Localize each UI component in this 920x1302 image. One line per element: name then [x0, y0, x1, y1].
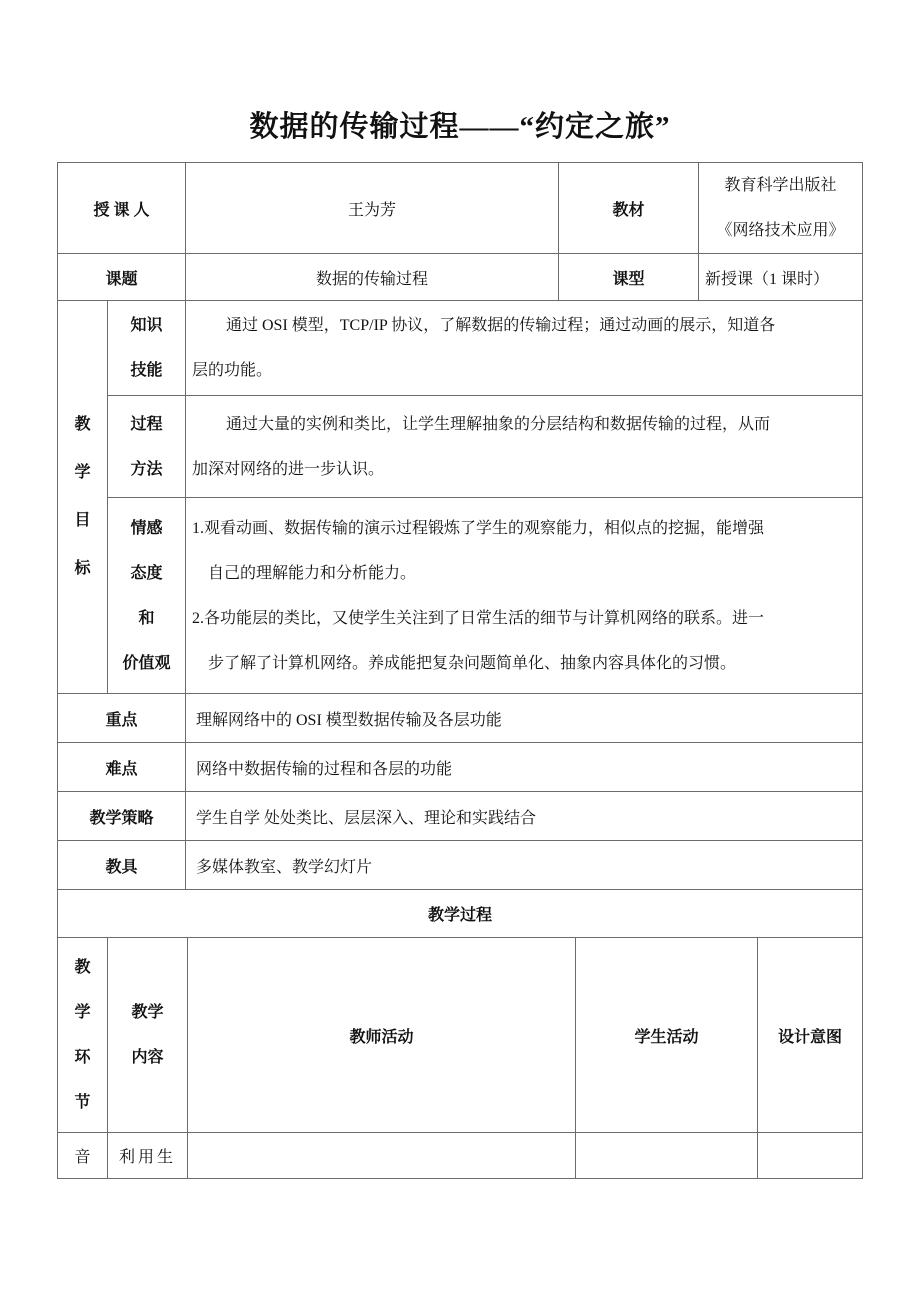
goal-label-process: 过程 方法: [108, 396, 186, 498]
difficulty-label: 难点: [58, 743, 186, 792]
content-column-header: 教学 内容: [108, 938, 188, 1133]
textbook-label: 教材: [559, 163, 699, 254]
goal-content-process: 通过大量的实例和类比，让学生理解抽象的分层结构和数据传输的过程，从而 加深对网络的进一步认识。: [186, 396, 863, 498]
goal-row-emotion: [108, 498, 863, 694]
topic-label: 课题: [58, 254, 186, 301]
process-section-header-row: [58, 890, 863, 938]
goal-label-emotion: 情感 态度 和 价值观: [108, 498, 186, 694]
design-intent-header: 设计意图: [758, 938, 863, 1133]
instructor-value: 王为芳: [186, 163, 559, 254]
difficulty-row: [58, 743, 863, 792]
goal-label-knowledge: 知识 技能: [108, 301, 186, 396]
teaching-goals-rows: [108, 301, 863, 694]
lesson-plan-table: [57, 162, 863, 1179]
textbook-publisher: 教育科学出版社: [724, 177, 837, 194]
document-title: 数据的传输过程——“约定之旅”: [249, 111, 671, 143]
teacher-activity-header: 教师活动: [188, 938, 576, 1133]
teacher-activity-cell: [188, 1133, 576, 1179]
lesson-type-value: 新授课（1 课时）: [699, 254, 863, 301]
process-header-row: [58, 938, 863, 1133]
teaching-aids-row: [58, 841, 863, 890]
goal-content-emotion: 1.观看动画、数据传输的演示过程锻炼了学生的观察能力，相似点的挖掘，能增强 自己的理解能力和分析能力。 2.各功能层的类比，又使学生关注到了日常生活的细节与计算机网络的联系。进一 步了解了计算机网络。养成能把复杂问题简单化、抽象内容具体化的习惯。: [186, 498, 863, 694]
goal-content-knowledge: 通过 OSI 模型，TCP/IP 协议，了解数据的传输过程；通过动画的展示，知道各 层的功能。: [186, 301, 863, 396]
key-point-label: 重点: [58, 694, 186, 743]
design-intent-cell: [758, 1133, 863, 1179]
instructor-label: 授 课 人: [58, 163, 186, 254]
strategy-row: [58, 792, 863, 841]
process-section-title: 教学过程: [58, 890, 863, 938]
textbook-name: 《网络技术应用》: [716, 222, 845, 239]
instructor-row: [58, 163, 863, 254]
strategy-value: 学生自学 处处类比、层层深入、理论和实践结合: [186, 792, 863, 841]
stage-cell: 音: [58, 1133, 108, 1179]
process-data-row: [58, 1133, 863, 1179]
topic-value: 数据的传输过程: [186, 254, 559, 301]
teaching-aids-value: 多媒体教室、教学幻灯片: [186, 841, 863, 890]
key-point-row: [58, 694, 863, 743]
goal-row-knowledge: [108, 301, 863, 396]
difficulty-value: 网络中数据传输的过程和各层的功能: [186, 743, 863, 792]
key-point-value: 理解网络中的 OSI 模型数据传输及各层功能: [186, 694, 863, 743]
teaching-aids-label: 教具: [58, 841, 186, 890]
topic-row: [58, 254, 863, 301]
student-activity-header: 学生活动: [576, 938, 758, 1133]
lesson-type-label: 课型: [559, 254, 699, 301]
teaching-goals-section: [58, 301, 863, 694]
content-cell: 利用生: [108, 1133, 188, 1179]
strategy-label: 教学策略: [58, 792, 186, 841]
student-activity-cell: [576, 1133, 758, 1179]
stage-column-header: 教 学 环 节: [58, 938, 108, 1133]
goal-row-process: [108, 396, 863, 498]
textbook-value: [699, 163, 863, 254]
teaching-goals-side-label: 教 学 目 标: [58, 301, 108, 694]
